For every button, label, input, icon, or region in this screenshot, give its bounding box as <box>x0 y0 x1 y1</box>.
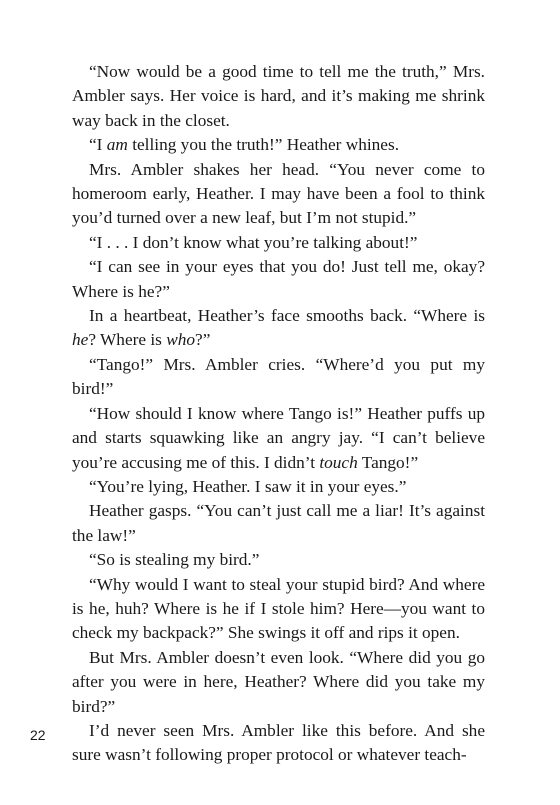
text-run: In a heartbeat, Heather’s face smooths back. “Where is <box>89 306 485 326</box>
paragraph <box>72 548 485 572</box>
text-run: ? Where is <box>88 330 167 350</box>
paragraph <box>72 133 485 157</box>
text-run: ?” <box>195 330 211 350</box>
text-run: “Now would be a good time to tell me the truth,” Mrs. Ambler says. Her voice is hard, and it’s making me shrink way back in the closet. <box>72 62 485 130</box>
paragraph <box>72 353 485 402</box>
paragraph <box>72 719 485 768</box>
text-run: I’d never seen Mrs. Ambler like this before. And she sure wasn’t following proper protocol or whatever teach- <box>72 720 485 765</box>
paragraph <box>72 475 485 499</box>
italic-text-run: he <box>72 330 89 350</box>
text-run: “So is stealing my bird.” <box>89 550 260 570</box>
text-run: telling you the truth!” Heather whines. <box>127 135 400 155</box>
paragraph <box>72 231 485 255</box>
page-body-text <box>72 60 485 768</box>
italic-text-run: who <box>166 330 196 350</box>
text-run: “How should I know where Tango is!” Heather puffs up and starts squawking like an angry jay. “I can’t believe you’re accusing me of this. I didn’t <box>72 403 485 472</box>
paragraph <box>72 60 485 133</box>
paragraph <box>72 304 485 353</box>
text-run: “I can see in your eyes that you do! Just tell me, okay? Where is he?” <box>72 257 485 301</box>
paragraph <box>72 499 485 548</box>
text-run: But Mrs. Ambler doesn’t even look. “Where did you go after you were in here, Heather? Where did you take my bird?” <box>72 647 485 716</box>
text-run: “You’re lying, Heather. I saw it in your eyes.” <box>89 476 407 496</box>
text-run: “Tango!” Mrs. Ambler cries. “Where’d you put my bird!” <box>72 354 485 399</box>
text-run: Heather gasps. “You can’t just call me a liar! It’s against the law!” <box>72 501 485 545</box>
italic-text-run: touch <box>319 452 358 472</box>
paragraph <box>72 573 485 646</box>
paragraph <box>72 646 485 719</box>
paragraph <box>72 402 485 475</box>
paragraph <box>72 158 485 231</box>
italic-text-run: am <box>106 135 128 155</box>
text-run: “I . . . I don’t know what you’re talking about!” <box>89 232 418 252</box>
text-run: “Why would I want to steal your stupid bird? And where is he, huh? Where is he if I stole him? Here—you want to check my backpack?” She swings it off and rips it open. <box>72 574 485 643</box>
text-run: Tango!” <box>357 452 419 472</box>
text-run: Mrs. Ambler shakes her head. “You never come to homeroom early, Heather. I may have been a fool to think you’d turned over a new leaf, but I’m not stupid.” <box>72 159 485 228</box>
page-number: 22 <box>30 727 46 743</box>
paragraph <box>72 255 485 304</box>
text-run: “I <box>89 135 107 155</box>
